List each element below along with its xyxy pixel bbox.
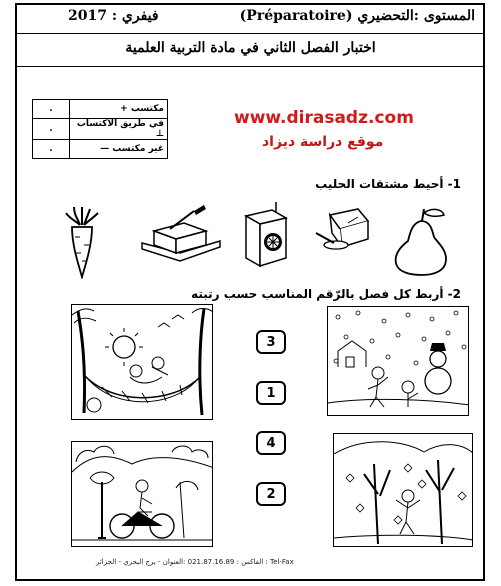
legend-label-text: مكتسب	[130, 104, 164, 114]
season-number-box[interactable]: 2	[256, 482, 286, 506]
legend-label-text: في طريق الاكتساب	[76, 119, 164, 129]
site-url[interactable]: www.dirasadz.com	[234, 108, 414, 128]
legend-row	[33, 100, 168, 119]
evaluation-legend	[32, 99, 168, 159]
winter-scene-icon[interactable]	[327, 306, 469, 416]
juice-box-icon[interactable]	[236, 200, 296, 274]
legend-dot: .	[33, 140, 70, 159]
legend-label-text: غير مكتسب	[112, 144, 164, 154]
question-1-label: 1- أحيط مشتقات الحليب	[315, 177, 461, 191]
level-label: المستوى :التحضيري (Préparatoire)	[239, 8, 475, 24]
header-divider	[17, 33, 483, 34]
legend-label	[70, 140, 168, 159]
legend-row	[33, 140, 168, 159]
page-title: اختبار الفصل الثاني في مادة التربية العلمية	[125, 40, 376, 56]
title-divider	[17, 66, 483, 67]
season-number-box[interactable]: 4	[256, 431, 286, 455]
legend-dot: .	[33, 119, 70, 140]
legend-label	[70, 100, 168, 119]
yogurt-cup-icon[interactable]	[312, 203, 382, 267]
legend-symbol: +	[120, 104, 128, 114]
question-2-label: 2- أربط كل فصل بالرّقم المناسب حسب رتبته	[191, 287, 461, 301]
site-name: موقع دراسة ديزاد	[262, 134, 384, 150]
summer-hammock-scene-icon[interactable]	[71, 304, 213, 420]
legend-row	[33, 119, 168, 140]
autumn-scene-icon[interactable]	[333, 433, 473, 547]
butter-dish-icon[interactable]	[140, 203, 222, 269]
legend-symbol: ⊥	[155, 129, 164, 139]
date-label: فيفري : 2017	[68, 8, 159, 24]
footer-contact: Tel-Fax : الفاكس : 021.87.16.89 :العنوان - برج البحري - الجزائر	[96, 558, 294, 566]
season-number-box[interactable]: 3	[256, 330, 286, 354]
legend-dot: .	[33, 100, 70, 119]
carrot-icon[interactable]	[60, 205, 104, 283]
legend-label	[70, 119, 168, 140]
season-number-box[interactable]: 1	[256, 381, 286, 405]
legend-symbol: —	[100, 144, 110, 154]
pear-icon[interactable]	[386, 205, 456, 281]
spring-cycling-scene-icon[interactable]	[71, 441, 213, 547]
